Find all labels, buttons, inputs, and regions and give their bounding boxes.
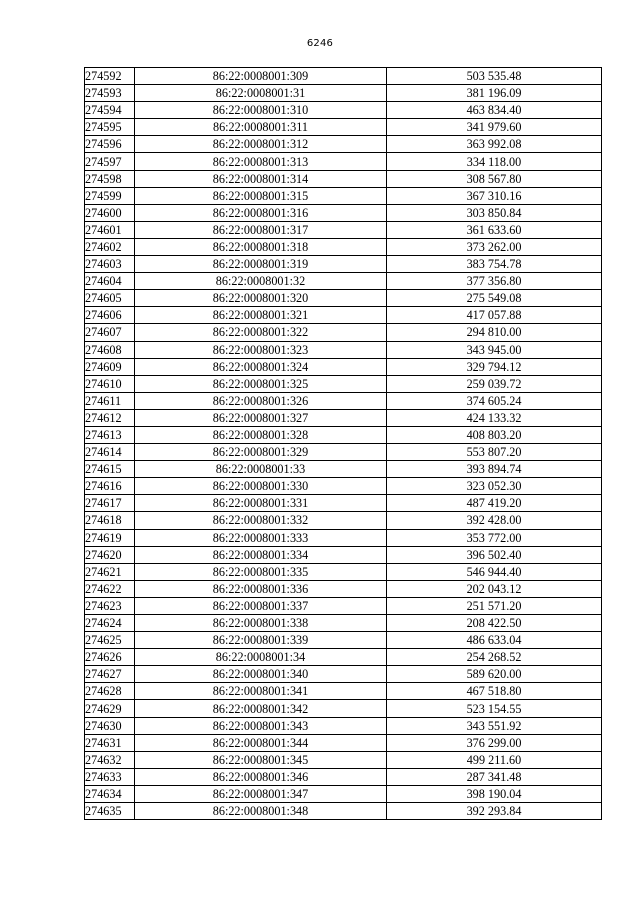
record-number-cell: 274601 <box>85 221 135 238</box>
table-row <box>85 187 602 204</box>
table-row <box>85 290 602 307</box>
cadastral-value-cell: 486 633.04 <box>387 632 602 649</box>
record-number-cell: 274610 <box>85 375 135 392</box>
table-row <box>85 495 602 512</box>
table-row <box>85 717 602 734</box>
table-row <box>85 734 602 751</box>
table-row <box>85 170 602 187</box>
cadastral-number-cell: 86:22:0008001:326 <box>135 392 387 409</box>
record-number-cell: 274633 <box>85 768 135 785</box>
cadastral-number-cell: 86:22:0008001:315 <box>135 187 387 204</box>
page-number: 6246 <box>306 38 334 49</box>
cadastral-value-cell: 377 356.80 <box>387 273 602 290</box>
record-number-cell: 274631 <box>85 734 135 751</box>
cadastral-number-cell: 86:22:0008001:331 <box>135 495 387 512</box>
cadastral-number-cell: 86:22:0008001:321 <box>135 307 387 324</box>
cadastral-value-cell: 208 422.50 <box>387 615 602 632</box>
table-row <box>85 324 602 341</box>
cadastral-value-cell: 503 535.48 <box>387 68 602 85</box>
table-row <box>85 256 602 273</box>
table-row <box>85 666 602 683</box>
cadastral-number-cell: 86:22:0008001:312 <box>135 136 387 153</box>
cadastral-number-cell: 86:22:0008001:34 <box>135 649 387 666</box>
cadastral-value-cell: 523 154.55 <box>387 700 602 717</box>
cadastral-number-cell: 86:22:0008001:323 <box>135 341 387 358</box>
record-number-cell: 274606 <box>85 307 135 324</box>
cadastral-number-cell: 86:22:0008001:328 <box>135 426 387 443</box>
cadastral-value-cell: 329 794.12 <box>387 358 602 375</box>
table-row <box>85 615 602 632</box>
cadastral-number-cell: 86:22:0008001:337 <box>135 597 387 614</box>
cadastral-number-cell: 86:22:0008001:319 <box>135 256 387 273</box>
cadastral-number-cell: 86:22:0008001:347 <box>135 785 387 802</box>
cadastral-value-cell: 323 052.30 <box>387 478 602 495</box>
table-row <box>85 751 602 768</box>
cadastral-value-cell: 408 803.20 <box>387 426 602 443</box>
table-row <box>85 68 602 85</box>
table-row <box>85 136 602 153</box>
record-number-cell: 274603 <box>85 256 135 273</box>
table-row <box>85 153 602 170</box>
record-number-cell: 274613 <box>85 426 135 443</box>
cadastral-value-cell: 376 299.00 <box>387 734 602 751</box>
cadastral-value-cell: 424 133.32 <box>387 409 602 426</box>
cadastral-value-cell: 417 057.88 <box>387 307 602 324</box>
record-number-cell: 274609 <box>85 358 135 375</box>
table-row <box>85 204 602 221</box>
record-number-cell: 274608 <box>85 341 135 358</box>
record-number-cell: 274605 <box>85 290 135 307</box>
cadastral-value-table <box>84 67 602 820</box>
cadastral-number-cell: 86:22:0008001:348 <box>135 803 387 820</box>
table-row <box>85 529 602 546</box>
record-number-cell: 274593 <box>85 85 135 102</box>
cadastral-number-cell: 86:22:0008001:318 <box>135 238 387 255</box>
cadastral-value-cell: 546 944.40 <box>387 563 602 580</box>
cadastral-number-cell: 86:22:0008001:344 <box>135 734 387 751</box>
cadastral-number-cell: 86:22:0008001:313 <box>135 153 387 170</box>
record-number-cell: 274622 <box>85 580 135 597</box>
cadastral-number-cell: 86:22:0008001:333 <box>135 529 387 546</box>
cadastral-number-cell: 86:22:0008001:335 <box>135 563 387 580</box>
table-row <box>85 461 602 478</box>
cadastral-value-cell: 353 772.00 <box>387 529 602 546</box>
cadastral-value-cell: 275 549.08 <box>387 290 602 307</box>
record-number-cell: 274612 <box>85 409 135 426</box>
cadastral-number-cell: 86:22:0008001:314 <box>135 170 387 187</box>
cadastral-value-cell: 287 341.48 <box>387 768 602 785</box>
record-number-cell: 274628 <box>85 683 135 700</box>
cadastral-number-cell: 86:22:0008001:343 <box>135 717 387 734</box>
cadastral-value-cell: 396 502.40 <box>387 546 602 563</box>
table-row <box>85 649 602 666</box>
cadastral-value-cell: 254 268.52 <box>387 649 602 666</box>
table-row <box>85 580 602 597</box>
cadastral-value-cell: 381 196.09 <box>387 85 602 102</box>
record-number-cell: 274607 <box>85 324 135 341</box>
cadastral-number-cell: 86:22:0008001:339 <box>135 632 387 649</box>
table-row <box>85 700 602 717</box>
record-number-cell: 274632 <box>85 751 135 768</box>
cadastral-number-cell: 86:22:0008001:332 <box>135 512 387 529</box>
table-row <box>85 632 602 649</box>
table-row <box>85 102 602 119</box>
cadastral-number-cell: 86:22:0008001:309 <box>135 68 387 85</box>
record-number-cell: 274618 <box>85 512 135 529</box>
cadastral-number-cell: 86:22:0008001:320 <box>135 290 387 307</box>
cadastral-value-cell: 499 211.60 <box>387 751 602 768</box>
cadastral-number-cell: 86:22:0008001:32 <box>135 273 387 290</box>
cadastral-number-cell: 86:22:0008001:336 <box>135 580 387 597</box>
record-number-cell: 274625 <box>85 632 135 649</box>
table-row <box>85 768 602 785</box>
cadastral-value-cell: 589 620.00 <box>387 666 602 683</box>
table-row <box>85 409 602 426</box>
cadastral-number-cell: 86:22:0008001:327 <box>135 409 387 426</box>
table-body <box>85 68 602 820</box>
record-number-cell: 274623 <box>85 597 135 614</box>
cadastral-number-cell: 86:22:0008001:317 <box>135 221 387 238</box>
table-row <box>85 512 602 529</box>
table-row <box>85 683 602 700</box>
table-row <box>85 478 602 495</box>
table-row <box>85 273 602 290</box>
cadastral-value-cell: 308 567.80 <box>387 170 602 187</box>
table-row <box>85 392 602 409</box>
cadastral-value-cell: 259 039.72 <box>387 375 602 392</box>
record-number-cell: 274595 <box>85 119 135 136</box>
record-number-cell: 274600 <box>85 204 135 221</box>
cadastral-value-cell: 467 518.80 <box>387 683 602 700</box>
cadastral-value-cell: 392 428.00 <box>387 512 602 529</box>
table-row <box>85 221 602 238</box>
cadastral-value-cell: 398 190.04 <box>387 785 602 802</box>
record-number-cell: 274598 <box>85 170 135 187</box>
record-number-cell: 274592 <box>85 68 135 85</box>
cadastral-value-cell: 361 633.60 <box>387 221 602 238</box>
record-number-cell: 274627 <box>85 666 135 683</box>
cadastral-value-cell: 303 850.84 <box>387 204 602 221</box>
table-row <box>85 546 602 563</box>
record-number-cell: 274597 <box>85 153 135 170</box>
cadastral-value-cell: 463 834.40 <box>387 102 602 119</box>
cadastral-number-cell: 86:22:0008001:325 <box>135 375 387 392</box>
table-row <box>85 785 602 802</box>
record-number-cell: 274599 <box>85 187 135 204</box>
table-row <box>85 341 602 358</box>
record-number-cell: 274630 <box>85 717 135 734</box>
cadastral-value-cell: 343 551.92 <box>387 717 602 734</box>
cadastral-number-cell: 86:22:0008001:346 <box>135 768 387 785</box>
cadastral-number-cell: 86:22:0008001:340 <box>135 666 387 683</box>
record-number-cell: 274616 <box>85 478 135 495</box>
cadastral-number-cell: 86:22:0008001:324 <box>135 358 387 375</box>
record-number-cell: 274596 <box>85 136 135 153</box>
cadastral-value-cell: 341 979.60 <box>387 119 602 136</box>
cadastral-value-cell: 374 605.24 <box>387 392 602 409</box>
table-row <box>85 238 602 255</box>
cadastral-value-cell: 363 992.08 <box>387 136 602 153</box>
cadastral-number-cell: 86:22:0008001:322 <box>135 324 387 341</box>
cadastral-number-cell: 86:22:0008001:33 <box>135 461 387 478</box>
table-row <box>85 597 602 614</box>
table-row <box>85 563 602 580</box>
record-number-cell: 274621 <box>85 563 135 580</box>
record-number-cell: 274629 <box>85 700 135 717</box>
cadastral-value-cell: 334 118.00 <box>387 153 602 170</box>
table-row <box>85 85 602 102</box>
cadastral-value-cell: 202 043.12 <box>387 580 602 597</box>
record-number-cell: 274594 <box>85 102 135 119</box>
table-row <box>85 358 602 375</box>
cadastral-value-cell: 343 945.00 <box>387 341 602 358</box>
table-row <box>85 444 602 461</box>
record-number-cell: 274615 <box>85 461 135 478</box>
cadastral-number-cell: 86:22:0008001:31 <box>135 85 387 102</box>
cadastral-value-cell: 392 293.84 <box>387 803 602 820</box>
cadastral-number-cell: 86:22:0008001:316 <box>135 204 387 221</box>
record-number-cell: 274604 <box>85 273 135 290</box>
cadastral-value-cell: 294 810.00 <box>387 324 602 341</box>
cadastral-number-cell: 86:22:0008001:330 <box>135 478 387 495</box>
record-number-cell: 274614 <box>85 444 135 461</box>
record-number-cell: 274620 <box>85 546 135 563</box>
cadastral-value-cell: 487 419.20 <box>387 495 602 512</box>
record-number-cell: 274602 <box>85 238 135 255</box>
table-row <box>85 119 602 136</box>
table-row <box>85 803 602 820</box>
table-row <box>85 426 602 443</box>
cadastral-number-cell: 86:22:0008001:310 <box>135 102 387 119</box>
cadastral-value-cell: 367 310.16 <box>387 187 602 204</box>
cadastral-number-cell: 86:22:0008001:342 <box>135 700 387 717</box>
cadastral-value-cell: 383 754.78 <box>387 256 602 273</box>
cadastral-number-cell: 86:22:0008001:329 <box>135 444 387 461</box>
record-number-cell: 274635 <box>85 803 135 820</box>
cadastral-number-cell: 86:22:0008001:338 <box>135 615 387 632</box>
record-number-cell: 274611 <box>85 392 135 409</box>
cadastral-value-cell: 251 571.20 <box>387 597 602 614</box>
record-number-cell: 274619 <box>85 529 135 546</box>
cadastral-number-cell: 86:22:0008001:311 <box>135 119 387 136</box>
record-number-cell: 274617 <box>85 495 135 512</box>
cadastral-number-cell: 86:22:0008001:334 <box>135 546 387 563</box>
cadastral-value-cell: 373 262.00 <box>387 238 602 255</box>
cadastral-value-cell: 393 894.74 <box>387 461 602 478</box>
record-number-cell: 274626 <box>85 649 135 666</box>
table-row <box>85 375 602 392</box>
record-number-cell: 274624 <box>85 615 135 632</box>
record-number-cell: 274634 <box>85 785 135 802</box>
cadastral-number-cell: 86:22:0008001:341 <box>135 683 387 700</box>
cadastral-number-cell: 86:22:0008001:345 <box>135 751 387 768</box>
cadastral-value-cell: 553 807.20 <box>387 444 602 461</box>
table-row <box>85 307 602 324</box>
